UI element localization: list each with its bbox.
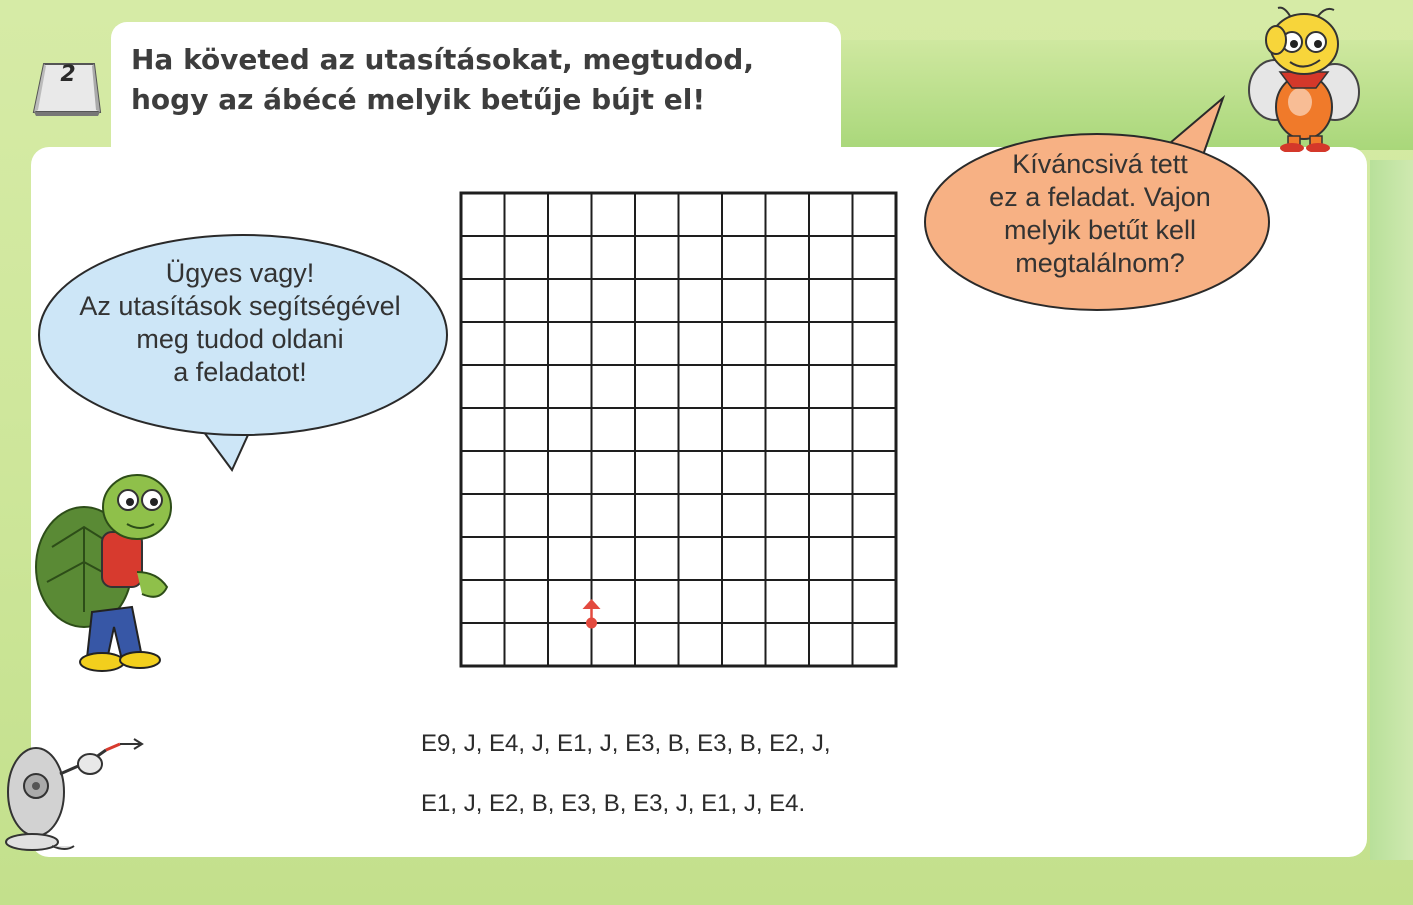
ladybug-character-icon (1240, 2, 1370, 152)
grid-cell[interactable] (461, 494, 505, 537)
grid-cell[interactable] (592, 623, 636, 666)
grid-cell[interactable] (592, 236, 636, 279)
grid-cell[interactable] (679, 537, 723, 580)
grid-cell[interactable] (635, 236, 679, 279)
bubble-right-line: Kíváncsivá tett (1012, 149, 1188, 179)
grid-cell[interactable] (809, 494, 853, 537)
grid-cell[interactable] (809, 537, 853, 580)
task-title-line: Ha követed az utasításokat, megtudod, (131, 43, 754, 76)
grid-cell[interactable] (635, 193, 679, 236)
grid-cell[interactable] (548, 580, 592, 623)
grid-cell[interactable] (505, 408, 549, 451)
grid-cell[interactable] (461, 537, 505, 580)
grid-cell[interactable] (766, 451, 810, 494)
grid-cell[interactable] (592, 365, 636, 408)
grid-cell[interactable] (461, 365, 505, 408)
grid-cell[interactable] (592, 494, 636, 537)
grid-cell[interactable] (505, 365, 549, 408)
grid-cell[interactable] (505, 451, 549, 494)
grid-cell[interactable] (592, 193, 636, 236)
grid-cell[interactable] (679, 494, 723, 537)
grid-cell[interactable] (592, 408, 636, 451)
grid-cell[interactable] (461, 279, 505, 322)
task-title-line: hogy az ábécé melyik betűje bújt el! (131, 83, 706, 116)
grid-cell[interactable] (853, 494, 897, 537)
grid-cell[interactable] (853, 580, 897, 623)
bubble-left-line: a feladatot! (173, 357, 307, 387)
grid-cell[interactable] (809, 451, 853, 494)
grid-cell[interactable] (635, 408, 679, 451)
grid-cell[interactable] (722, 623, 766, 666)
bubble-right-line: melyik betűt kell (1003, 215, 1197, 245)
instruction-line-1: E9, J, E4, J, E1, J, E3, B, E3, B, E2, J, (421, 730, 831, 757)
grid-cell[interactable] (722, 580, 766, 623)
grid-cell[interactable] (853, 236, 897, 279)
grid-cell[interactable] (679, 451, 723, 494)
grid-cell[interactable] (853, 279, 897, 322)
grid-cell[interactable] (679, 193, 723, 236)
grid-cell[interactable] (853, 365, 897, 408)
grid-cell[interactable] (853, 623, 897, 666)
grid-cell[interactable] (548, 365, 592, 408)
grid-cell[interactable] (635, 494, 679, 537)
grid-cell[interactable] (592, 279, 636, 322)
grid-cell[interactable] (853, 322, 897, 365)
grid-cell[interactable] (722, 279, 766, 322)
grid-cell[interactable] (722, 451, 766, 494)
grid-cell[interactable] (853, 451, 897, 494)
grid-cell[interactable] (809, 193, 853, 236)
grid-cell[interactable] (505, 279, 549, 322)
grid-cell[interactable] (505, 236, 549, 279)
bubble-left-line: meg tudod oldani (136, 324, 344, 354)
grid-cell[interactable] (809, 279, 853, 322)
bubble-right-text (930, 148, 1270, 280)
instruction-line-2: E1, J, E2, B, E3, B, E3, J, E1, J, E4. (421, 790, 806, 817)
grid-cell[interactable] (722, 365, 766, 408)
grid-cell[interactable] (679, 236, 723, 279)
grid-cell[interactable] (461, 193, 505, 236)
grid-cell[interactable] (722, 494, 766, 537)
grid-cell[interactable] (461, 408, 505, 451)
bubble-right-line: ez a feladat. Vajon (989, 182, 1211, 212)
grid-cell[interactable] (679, 322, 723, 365)
grid-cell[interactable] (548, 193, 592, 236)
grid-cell[interactable] (461, 580, 505, 623)
grid-cell[interactable] (722, 322, 766, 365)
grid-cell[interactable] (679, 279, 723, 322)
grid-cell[interactable] (722, 537, 766, 580)
grid-cell[interactable] (548, 236, 592, 279)
grid-cell[interactable] (809, 623, 853, 666)
grid-cell[interactable] (592, 537, 636, 580)
grid-cell[interactable] (679, 580, 723, 623)
grid-cell[interactable] (635, 322, 679, 365)
grid-cell[interactable] (548, 279, 592, 322)
grid-cell[interactable] (461, 451, 505, 494)
grid-cell[interactable] (461, 236, 505, 279)
grid-cell[interactable] (766, 193, 810, 236)
grid-cell[interactable] (548, 408, 592, 451)
grid-cell[interactable] (548, 494, 592, 537)
task-number: 2 (60, 62, 76, 87)
grid-cell[interactable] (635, 279, 679, 322)
grid-cell[interactable] (461, 322, 505, 365)
grid-cell[interactable] (766, 408, 810, 451)
grid-cell[interactable] (592, 322, 636, 365)
grid-cell[interactable] (809, 322, 853, 365)
bubble-left-line: Az utasítások segítségével (79, 291, 401, 321)
grid-cell[interactable] (548, 451, 592, 494)
grid-cell[interactable] (722, 193, 766, 236)
grid-cell[interactable] (505, 322, 549, 365)
bubble-right-line: megtalálnom? (1015, 248, 1185, 278)
grid-cell[interactable] (679, 623, 723, 666)
grid-cell[interactable] (766, 279, 810, 322)
grid-cell[interactable] (722, 408, 766, 451)
grid-cell[interactable] (548, 623, 592, 666)
grid-cell[interactable] (635, 451, 679, 494)
grid-cell[interactable] (505, 537, 549, 580)
grid-cell[interactable] (809, 236, 853, 279)
grid-cell[interactable] (853, 408, 897, 451)
grid-cell[interactable] (548, 537, 592, 580)
grid-cell[interactable] (635, 623, 679, 666)
grid-cell[interactable] (592, 451, 636, 494)
grid-cell[interactable] (505, 623, 549, 666)
grid-cell[interactable] (853, 193, 897, 236)
grid-cell[interactable] (679, 408, 723, 451)
grid-cell[interactable] (766, 236, 810, 279)
grid-cell[interactable] (766, 494, 810, 537)
grid-cell[interactable] (505, 494, 549, 537)
grid-cell[interactable] (635, 580, 679, 623)
grid-cell[interactable] (722, 236, 766, 279)
grid-cell[interactable] (635, 365, 679, 408)
grid-cell[interactable] (766, 580, 810, 623)
grid-cell[interactable] (853, 537, 897, 580)
bubble-left-line: Ügyes vagy! (165, 258, 315, 288)
grid-cell[interactable] (592, 580, 636, 623)
grid-cell[interactable] (766, 537, 810, 580)
grid-cell[interactable] (809, 365, 853, 408)
grid-cell[interactable] (766, 322, 810, 365)
grid-cell[interactable] (505, 580, 549, 623)
grid-cell[interactable] (766, 365, 810, 408)
grid-cell[interactable] (461, 623, 505, 666)
grid-cell[interactable] (809, 580, 853, 623)
drawing-grid[interactable] (458, 190, 900, 668)
robot-pointer-icon (2, 728, 147, 858)
grid-cell[interactable] (548, 322, 592, 365)
grid-cell[interactable] (679, 365, 723, 408)
grid-cell[interactable] (766, 623, 810, 666)
grid-cell[interactable] (635, 537, 679, 580)
grid-cell[interactable] (809, 408, 853, 451)
grid-cell[interactable] (505, 193, 549, 236)
turtle-character-icon (32, 462, 192, 682)
bubble-left-text (50, 257, 430, 389)
